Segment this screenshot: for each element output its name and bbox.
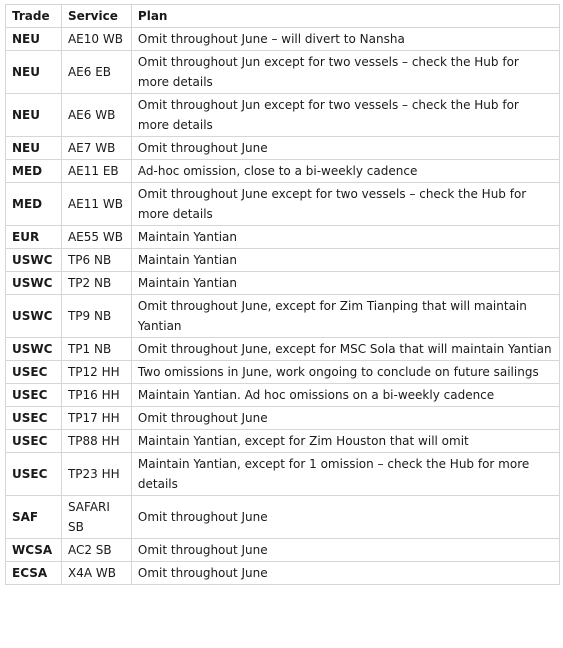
- cell-service: TP17 HH: [61, 407, 131, 430]
- cell-service: AE6 EB: [61, 51, 131, 94]
- cell-plan: Omit throughout June: [131, 137, 559, 160]
- cell-trade: USEC: [6, 384, 62, 407]
- cell-service: TP6 NB: [61, 249, 131, 272]
- cell-trade: MED: [6, 160, 62, 183]
- table-row: [6, 496, 560, 539]
- cell-service: SAFARI SB: [61, 496, 131, 539]
- cell-plan: Maintain Yantian, except for 1 omission – check the Hub for more details: [131, 453, 559, 496]
- cell-trade: NEU: [6, 28, 62, 51]
- cell-plan: Maintain Yantian: [131, 272, 559, 295]
- cell-plan: Omit throughout June: [131, 496, 559, 539]
- table-row: [6, 338, 560, 361]
- cell-trade: USEC: [6, 407, 62, 430]
- cell-plan: Maintain Yantian: [131, 249, 559, 272]
- table-row: [6, 407, 560, 430]
- cell-plan: Omit throughout June except for two vessels – check the Hub for more details: [131, 183, 559, 226]
- table-row: [6, 272, 560, 295]
- cell-service: AE10 WB: [61, 28, 131, 51]
- cell-plan: Maintain Yantian, except for Zim Houston that will omit: [131, 430, 559, 453]
- table-row: [6, 249, 560, 272]
- cell-trade: USEC: [6, 430, 62, 453]
- table-row: [6, 295, 560, 338]
- header-trade: Trade: [6, 5, 62, 28]
- cell-plan: Omit throughout Jun except for two vessels – check the Hub for more details: [131, 51, 559, 94]
- header-row: [6, 5, 560, 28]
- cell-service: TP2 NB: [61, 272, 131, 295]
- cell-plan: Omit throughout Jun except for two vessels – check the Hub for more details: [131, 94, 559, 137]
- cell-service: AC2 SB: [61, 539, 131, 562]
- yantian-plan-table: [5, 4, 560, 585]
- cell-trade: ECSA: [6, 562, 62, 585]
- cell-service: TP88 HH: [61, 430, 131, 453]
- table-container: [5, 4, 560, 585]
- cell-trade: WCSA: [6, 539, 62, 562]
- table-row: [6, 384, 560, 407]
- table-row: [6, 361, 560, 384]
- table-row: [6, 453, 560, 496]
- cell-trade: USWC: [6, 272, 62, 295]
- cell-service: TP9 NB: [61, 295, 131, 338]
- cell-service: TP12 HH: [61, 361, 131, 384]
- table-row: [6, 539, 560, 562]
- cell-service: X4A WB: [61, 562, 131, 585]
- cell-plan: Omit throughout June: [131, 562, 559, 585]
- cell-trade: EUR: [6, 226, 62, 249]
- cell-plan: Ad-hoc omission, close to a bi-weekly cadence: [131, 160, 559, 183]
- cell-plan: Omit throughout June: [131, 539, 559, 562]
- cell-service: AE11 EB: [61, 160, 131, 183]
- cell-plan: Omit throughout June, except for Zim Tianping that will maintain Yantian: [131, 295, 559, 338]
- cell-service: AE7 WB: [61, 137, 131, 160]
- cell-plan: Two omissions in June, work ongoing to conclude on future sailings: [131, 361, 559, 384]
- table-row: [6, 562, 560, 585]
- header-plan: Plan: [131, 5, 559, 28]
- cell-trade: USWC: [6, 249, 62, 272]
- table-row: [6, 160, 560, 183]
- cell-service: AE6 WB: [61, 94, 131, 137]
- cell-plan: Omit throughout June: [131, 407, 559, 430]
- cell-trade: NEU: [6, 51, 62, 94]
- cell-service: TP16 HH: [61, 384, 131, 407]
- table-row: [6, 51, 560, 94]
- cell-trade: SAF: [6, 496, 62, 539]
- table-row: [6, 94, 560, 137]
- table-row: [6, 226, 560, 249]
- cell-plan: Maintain Yantian. Ad hoc omissions on a bi-weekly cadence: [131, 384, 559, 407]
- cell-trade: MED: [6, 183, 62, 226]
- cell-trade: USWC: [6, 338, 62, 361]
- cell-service: AE11 WB: [61, 183, 131, 226]
- cell-service: AE55 WB: [61, 226, 131, 249]
- cell-trade: USEC: [6, 453, 62, 496]
- table-row: [6, 183, 560, 226]
- cell-trade: NEU: [6, 137, 62, 160]
- cell-plan: Omit throughout June, except for MSC Sola that will maintain Yantian: [131, 338, 559, 361]
- table-row: [6, 28, 560, 51]
- table-row: [6, 430, 560, 453]
- cell-service: TP23 HH: [61, 453, 131, 496]
- header-service: Service: [61, 5, 131, 28]
- table-row: [6, 137, 560, 160]
- cell-plan: Omit throughout June – will divert to Nansha: [131, 28, 559, 51]
- cell-plan: Maintain Yantian: [131, 226, 559, 249]
- cell-trade: USEC: [6, 361, 62, 384]
- cell-trade: NEU: [6, 94, 62, 137]
- cell-service: TP1 NB: [61, 338, 131, 361]
- cell-trade: USWC: [6, 295, 62, 338]
